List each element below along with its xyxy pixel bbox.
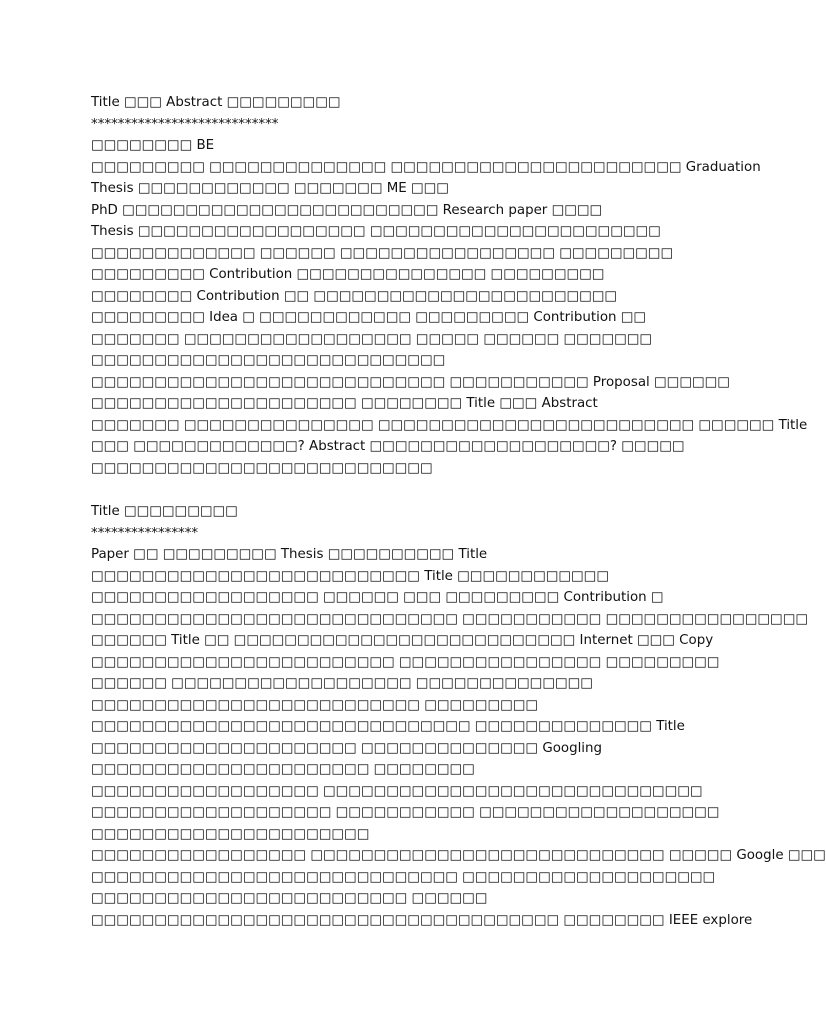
text-line: □□□□□□ Title □□ □□□□□□□□□□□□□□□□□□□□□□□□□□□ Internet □□□ Copy bbox=[91, 633, 714, 648]
text-line: □□□□□□□ □□□□□□□□□□□□□□□□□□ □□□□□ □□□□□□ □□□□□□□ bbox=[91, 331, 653, 347]
heading-underline: **************************** bbox=[91, 116, 279, 132]
section-heading-title-and-abstract: Title □□□ Abstract □□□□□□□□□ bbox=[91, 95, 341, 110]
text-line: □□□□□□□□□□□□□□□□□□□□□□□□□ □□□□□□ bbox=[91, 891, 488, 906]
text-line: □□□□□□□□□□□□□□□□□□□□□□□□□□ □□□□□□□□□ bbox=[91, 697, 539, 713]
section-heading-title: Title □□□□□□□□□ bbox=[91, 504, 238, 519]
text-line: □□□□□□□□□□□□□□□□□□□□□□□□□□□□ □□□□□□□□□□□ Proposal □□□□□□ bbox=[91, 374, 730, 390]
text-line: □□□□□□□□□□□□□□□□□ □□□□□□□□□□□□□□□□□□□□□□□□□□□□ □□□□□ Google □□□ bbox=[91, 848, 826, 863]
text-line: Thesis □□□□□□□□□□□□ □□□□□□□ ME □□□ bbox=[91, 181, 449, 196]
text-line: □□□□□□□□□□□□□□□□□□ □□□□□□ □□□ □□□□□□□□□ Contribution □ bbox=[91, 590, 664, 605]
text-line: □□□□□□□□□□□□□ □□□□□□ □□□□□□□□□□□□□□□□□ □□□□□□□□□ bbox=[91, 245, 674, 261]
text-line: □□□□□□□□□□□□□□□□□□□□□□ bbox=[91, 826, 370, 842]
text-line: □□□ □□□□□□□□□□□□□? Abstract □□□□□□□□□□□□□□□□□□□? □□□□□ bbox=[91, 439, 685, 454]
text-line: □□□□□□□□□□□□□□□□□□□□□□ □□□□□□□□ bbox=[91, 762, 475, 777]
text-line: □□□□□□□□□□□□□□□□□□□□□□□□□□ Title □□□□□□□□□□□□ bbox=[91, 568, 609, 584]
text-line: □□□□□□□□□□□□□□□□□□□□□□□□□□□□□□□□□□□□□ □□□□□□□□ IEEE explore bbox=[91, 912, 753, 928]
text-line: □□□□□□□□□□□□□□□□□□ □□□□□□□□□□□□□□□□□□□□□□□□□□□□□□ bbox=[91, 783, 703, 799]
text-line: □□□□□□□□ BE bbox=[91, 138, 215, 153]
text-line: □□□□□□□□□□□□□□□□□□□□□□□□□□□□□ □□□□□□□□□□□ □□□□□□□□□□□□□□□□ bbox=[91, 611, 809, 627]
text-line: Paper □□ □□□□□□□□□ Thesis □□□□□□□□□□ Title bbox=[91, 547, 488, 562]
heading-underline: **************** bbox=[91, 525, 199, 541]
document-page bbox=[91, 92, 826, 931]
text-line: PhD □□□□□□□□□□□□□□□□□□□□□□□□□ Research paper □□□□ bbox=[91, 202, 603, 218]
text-line: □□□□□□□□□□□□□□□□□□□□□□□□□□□□□ □□□□□□□□□□□□□□□□□□□□ bbox=[91, 869, 716, 885]
section-spacer bbox=[91, 479, 731, 501]
text-line: Thesis □□□□□□□□□□□□□□□□□□ □□□□□□□□□□□□□□□□□□□□□□□ bbox=[91, 224, 661, 239]
text-line: □□□□□□□ □□□□□□□□□□□□□□□ □□□□□□□□□□□□□□□□□□□□□□□□□ □□□□□□ Title bbox=[91, 417, 808, 433]
text-line: □□□□□□ □□□□□□□□□□□□□□□□□□□ □□□□□□□□□□□□□□ bbox=[91, 676, 593, 691]
text-line: □□□□□□□□□□□□□□□□□□□□□ □□□□□□□□ Title □□□ Abstract bbox=[91, 396, 598, 411]
text-line: □□□□□□□□□□□□□□□□□□□ □□□□□□□□□□□ □□□□□□□□□□□□□□□□□□□ bbox=[91, 805, 720, 820]
text-line: □□□□□□□□□□□□□□□□□□□□□□□□□□□□□□ □□□□□□□□□□□□□□ Title bbox=[91, 719, 685, 734]
text-line: □□□□□□□□□□□□□□□□□□□□□□□□ □□□□□□□□□□□□□□□□ □□□□□□□□□ bbox=[91, 654, 720, 670]
text-line: □□□□□□□□ Contribution □□ □□□□□□□□□□□□□□□□□□□□□□□□ bbox=[91, 288, 618, 304]
text-line: □□□□□□□□□□□□□□□□□□□□□□□□□□□□ bbox=[91, 353, 446, 368]
text-line: □□□□□□□□□ Idea □ □□□□□□□□□□□□ □□□□□□□□□ Contribution □□ bbox=[91, 310, 647, 325]
text-line: □□□□□□□□□ □□□□□□□□□□□□□□ □□□□□□□□□□□□□□□□□□□□□□□ Graduation bbox=[91, 159, 761, 175]
text-line: □□□□□□□□□□□□□□□□□□□□□□□□□□□ bbox=[91, 460, 433, 476]
text-line: □□□□□□□□□□□□□□□□□□□□□ □□□□□□□□□□□□□□ Googling bbox=[91, 740, 603, 756]
text-line: □□□□□□□□□ Contribution □□□□□□□□□□□□□□□ □□□□□□□□□ bbox=[91, 267, 605, 282]
